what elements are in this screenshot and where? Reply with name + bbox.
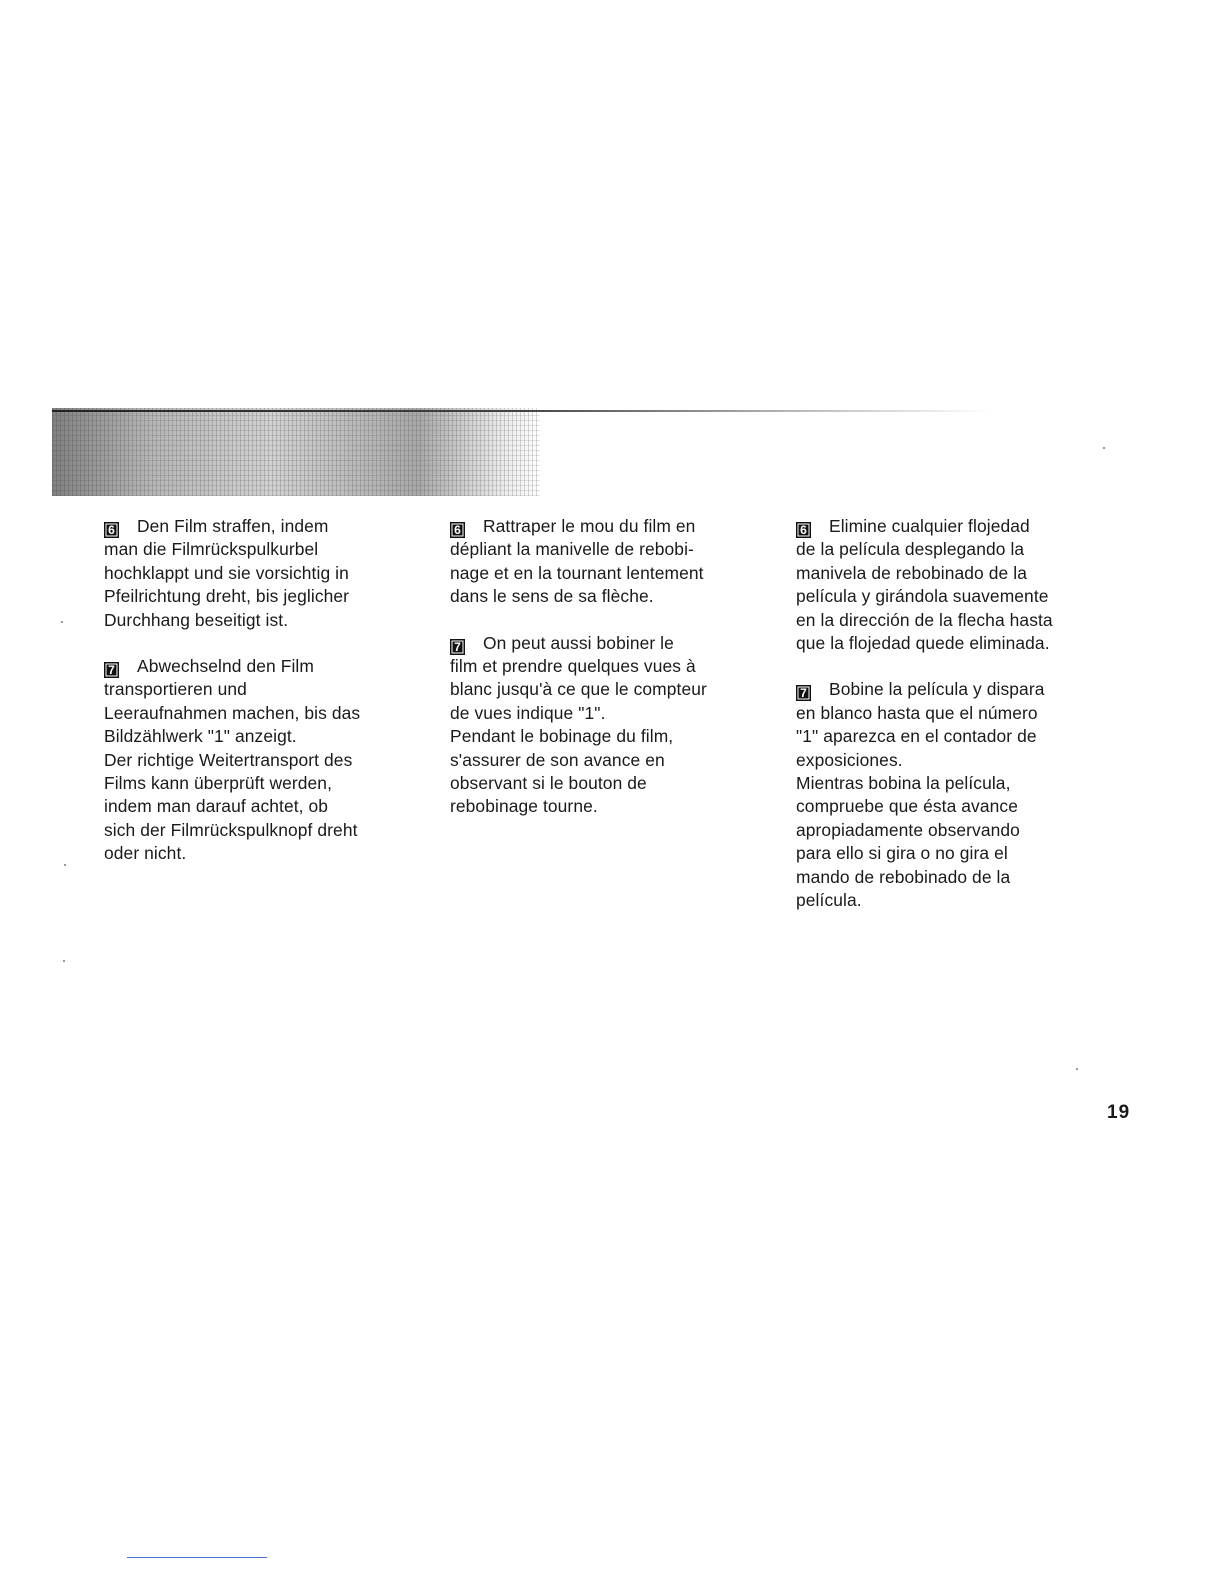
column-french [450, 515, 780, 842]
text-line: man die Filmrückspulkurbel [104, 539, 319, 560]
text-line: 6 Rattraper le mou du film en [450, 515, 780, 538]
text-line: 7 Bobine la película y dispara [796, 678, 1126, 701]
step-6-badge: 6 [450, 522, 465, 538]
step-7-badge: 7 [796, 685, 811, 701]
header-decorative-band [52, 408, 540, 496]
text-line: de vues indique "1". [450, 702, 606, 723]
text-line: Der richtige Weitertransport des [104, 749, 353, 770]
column-german [104, 515, 434, 889]
text-line: film et prendre quelques vues à [450, 656, 696, 677]
text-line: 7 Abwechselnd den Film [104, 655, 434, 678]
text-line: s'assurer de son avance en [450, 749, 665, 770]
text-line: blanc jusqu'à ce que le compteur [450, 679, 707, 700]
text-line: compruebe que ésta avance [796, 796, 1018, 817]
paragraph-step-7 [104, 655, 434, 866]
text-line: mando de rebobinado de la [796, 866, 1011, 887]
step-6-badge: 6 [104, 522, 119, 538]
paragraph-step-6 [104, 515, 434, 632]
text-line: en la dirección de la flecha hasta [796, 609, 1053, 630]
text-line: apropiadamente observando [796, 819, 1020, 840]
text-line: Durchhang beseitigt ist. [104, 609, 289, 630]
text-line: Films kann überprüft werden, [104, 773, 333, 794]
paragraph-step-6 [450, 515, 780, 609]
paragraph-step-7 [450, 632, 780, 819]
text-line: película. [796, 890, 862, 911]
text-line: rebobinage tourne. [450, 796, 598, 817]
scan-speck [1076, 1068, 1078, 1070]
text-line: dépliant la manivelle de rebobi- [450, 539, 694, 560]
text-line: Pfeilrichtung dreht, bis jeglicher [104, 586, 350, 607]
text-line: película y girándola suavemente [796, 586, 1049, 607]
text-line: nage et en la tournant lentement [450, 562, 704, 583]
text-line: Mientras bobina la película, [796, 773, 1011, 794]
text-line: manivela de rebobinado de la [796, 562, 1027, 583]
paragraph-step-6 [796, 515, 1126, 655]
text-line: transportieren und [104, 679, 247, 700]
column-spanish [796, 515, 1126, 936]
text-line: 6 Den Film straffen, indem [104, 515, 434, 538]
scan-speck [64, 864, 66, 866]
text-line: hochklappt und sie vorsichtig in [104, 562, 349, 583]
scan-speck [63, 960, 65, 962]
text-line: de la película desplegando la [796, 539, 1025, 560]
text-line: que la flojedad quede eliminada. [796, 633, 1050, 654]
text-line: observant si le bouton de [450, 773, 647, 794]
text-line: Bildzählwerk "1" anzeigt. [104, 726, 297, 747]
text-line: 7 On peut aussi bobiner le [450, 632, 780, 655]
text-line: Leeraufnahmen machen, bis das [104, 702, 361, 723]
step-6-badge: 6 [796, 522, 811, 538]
text-line: Pendant le bobinage du film, [450, 726, 674, 747]
scan-speck [61, 621, 63, 623]
text-line: dans le sens de sa flèche. [450, 586, 654, 607]
text-line: "1" aparezca en el contador de [796, 726, 1037, 747]
step-7-badge: 7 [450, 639, 465, 655]
header-rule [52, 410, 992, 412]
text-line: 6 Elimine cualquier flojedad [796, 515, 1126, 538]
scan-speck [1103, 447, 1105, 449]
text-line: en blanco hasta que el número [796, 702, 1038, 723]
page-number: 19 [1107, 1102, 1131, 1123]
text-line: sich der Filmrückspulknopf dreht [104, 819, 358, 840]
bottom-rule [127, 1557, 267, 1558]
step-7-badge: 7 [104, 662, 119, 678]
text-line: para ello si gira o no gira el [796, 843, 1008, 864]
paragraph-step-7 [796, 678, 1126, 912]
text-line: indem man darauf achtet, ob [104, 796, 329, 817]
text-line: oder nicht. [104, 843, 187, 864]
text-line: exposiciones. [796, 749, 903, 770]
